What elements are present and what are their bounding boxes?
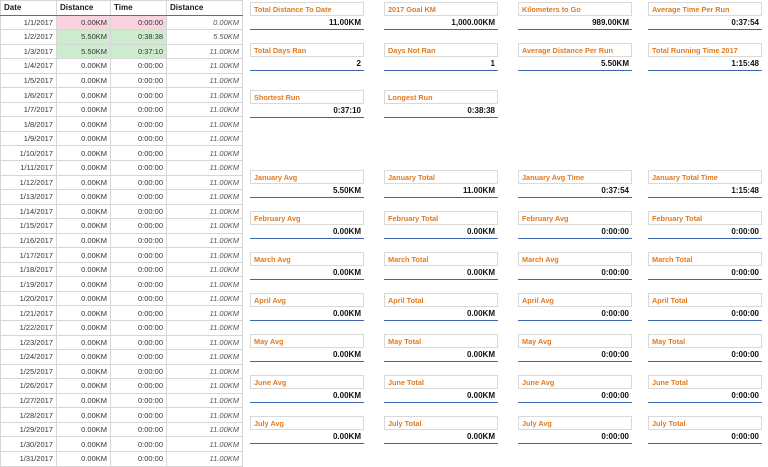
cell-distance[interactable]: 5.50KM [57,44,111,59]
stat-card-value[interactable]: 0:00:00 [648,430,762,444]
stat-card [648,43,762,71]
stat-card-value[interactable]: 0:00:00 [648,389,762,403]
cell-date[interactable]: 1/5/2017 [1,73,57,88]
cell-cumulative-distance[interactable]: 11.00KM [167,73,243,88]
cell-date[interactable]: 1/13/2017 [1,190,57,205]
cell-date[interactable]: 1/28/2017 [1,408,57,423]
cell-distance[interactable]: 0.00KM [57,321,111,336]
stat-card [384,90,498,118]
cell-time[interactable]: 0:37:10 [111,44,167,59]
stat-card [384,43,498,71]
stat-card-title[interactable]: June Avg [250,375,364,389]
cell-distance[interactable]: 0.00KM [57,277,111,292]
stat-card-title[interactable]: May Avg [518,334,632,348]
stat-card [648,211,762,239]
stat-card-title[interactable]: May Total [648,334,762,348]
cell-cumulative-distance[interactable]: 11.00KM [167,321,243,336]
table-row[interactable] [1,393,243,408]
stat-card [648,334,762,362]
stat-card [250,90,364,118]
cell-date[interactable]: 1/26/2017 [1,379,57,394]
stat-card-value[interactable]: 0.00KM [384,348,498,362]
table-row[interactable] [1,248,243,263]
table-row[interactable] [1,437,243,452]
cell-time[interactable]: 0:00:00 [111,219,167,234]
cell-date[interactable]: 1/14/2017 [1,204,57,219]
cell-distance[interactable]: 0.00KM [57,219,111,234]
stat-card-value[interactable]: 0.00KM [250,225,364,239]
cell-time[interactable]: 0:00:00 [111,15,167,30]
stat-card-title[interactable]: January Total [384,170,498,184]
stat-cards-region [250,0,768,444]
cell-date[interactable]: 1/4/2017 [1,59,57,74]
stat-card-title[interactable]: Average Time Per Run [648,2,762,16]
cell-date[interactable]: 1/21/2017 [1,306,57,321]
cell-time[interactable]: 0:00:00 [111,146,167,161]
cell-time[interactable]: 0:00:00 [111,161,167,176]
stat-card-title[interactable]: July Total [648,416,762,430]
table-row[interactable] [1,117,243,132]
table-row[interactable] [1,379,243,394]
cell-cumulative-distance[interactable]: 0.00KM [167,15,243,30]
cell-cumulative-distance[interactable]: 11.00KM [167,350,243,365]
stat-card [518,252,632,280]
cell-cumulative-distance[interactable]: 11.00KM [167,175,243,190]
table-body [1,15,243,466]
stat-card-value[interactable]: 0:00:00 [518,348,632,362]
cell-cumulative-distance[interactable]: 11.00KM [167,364,243,379]
stat-card-title[interactable]: May Avg [250,334,364,348]
cell-distance[interactable]: 0.00KM [57,306,111,321]
cell-time[interactable]: 0:00:00 [111,393,167,408]
cell-time[interactable]: 0:00:00 [111,306,167,321]
cell-cumulative-distance[interactable]: 11.00KM [167,131,243,146]
cell-date[interactable]: 1/16/2017 [1,233,57,248]
cell-distance[interactable]: 5.50KM [57,30,111,45]
stat-card-value[interactable]: 1 [384,57,498,71]
stat-card-title[interactable]: January Avg Time [518,170,632,184]
cell-time[interactable]: 0:00:00 [111,335,167,350]
table-row[interactable] [1,451,243,466]
stat-card-value[interactable]: 0:00:00 [648,225,762,239]
stat-card [250,293,364,321]
cell-date[interactable]: 1/12/2017 [1,175,57,190]
table-row[interactable] [1,102,243,117]
table-row[interactable] [1,364,243,379]
cell-date[interactable]: 1/18/2017 [1,262,57,277]
cell-time[interactable]: 0:00:00 [111,277,167,292]
cell-distance[interactable]: 0.00KM [57,204,111,219]
stat-card [518,170,632,198]
cell-time[interactable]: 0:00:00 [111,88,167,103]
table-row[interactable] [1,350,243,365]
cell-distance[interactable]: 0.00KM [57,73,111,88]
stat-card-title[interactable]: July Total [384,416,498,430]
cell-time[interactable]: 0:00:00 [111,364,167,379]
table-row[interactable] [1,219,243,234]
stat-card-title[interactable]: Total Distance To Date [250,2,364,16]
cell-date[interactable]: 1/19/2017 [1,277,57,292]
cell-date[interactable]: 1/20/2017 [1,291,57,306]
cell-time[interactable]: 0:00:00 [111,408,167,423]
stat-card-title[interactable]: March Total [648,252,762,266]
cell-time[interactable]: 0:00:00 [111,262,167,277]
cell-distance[interactable]: 0.00KM [57,379,111,394]
table-row[interactable] [1,175,243,190]
cell-cumulative-distance[interactable]: 11.00KM [167,233,243,248]
cell-distance[interactable]: 0.00KM [57,262,111,277]
cell-distance[interactable]: 0.00KM [57,161,111,176]
table-header-row [1,1,243,16]
cell-date[interactable]: 1/25/2017 [1,364,57,379]
cell-cumulative-distance[interactable]: 11.00KM [167,161,243,176]
cell-time[interactable]: 0:00:00 [111,437,167,452]
table-row[interactable] [1,306,243,321]
stat-card [250,252,364,280]
stat-card [648,252,762,280]
cell-cumulative-distance[interactable]: 11.00KM [167,190,243,205]
cell-date[interactable]: 1/17/2017 [1,248,57,263]
cell-distance[interactable]: 0.00KM [57,335,111,350]
cell-time[interactable]: 0:00:00 [111,59,167,74]
stat-card-value[interactable]: 1:15:48 [648,57,762,71]
cell-distance[interactable]: 0.00KM [57,102,111,117]
stat-card-value[interactable]: 0:00:00 [648,266,762,280]
stat-card-title[interactable]: July Avg [518,416,632,430]
stat-card [518,43,632,71]
table-row[interactable] [1,44,243,59]
cell-cumulative-distance[interactable]: 11.00KM [167,393,243,408]
stat-card-title[interactable]: June Avg [518,375,632,389]
cell-time[interactable]: 0:00:00 [111,350,167,365]
stat-card [518,334,632,362]
stat-card-value[interactable]: 0:37:10 [250,104,364,118]
stat-card [518,2,632,30]
cell-distance[interactable]: 0.00KM [57,364,111,379]
stat-card-title[interactable]: April Total [648,293,762,307]
running-log-table[interactable] [0,0,243,467]
cell-time[interactable]: 0:00:00 [111,73,167,88]
stat-card-title[interactable]: Days Not Ran [384,43,498,57]
cell-date[interactable]: 1/24/2017 [1,350,57,365]
stat-card-title[interactable]: June Total [384,375,498,389]
table-row[interactable] [1,30,243,45]
cell-cumulative-distance[interactable]: 11.00KM [167,117,243,132]
cell-time[interactable]: 0:00:00 [111,102,167,117]
column-header-cumulative-distance[interactable]: Distance [167,1,243,16]
table-row[interactable] [1,59,243,74]
cell-date[interactable]: 1/11/2017 [1,161,57,176]
table-row[interactable] [1,204,243,219]
stat-card [648,416,762,444]
stat-card-value[interactable]: 0.00KM [250,307,364,321]
stat-card-value[interactable]: 0.00KM [384,307,498,321]
stat-card [648,2,762,30]
stat-card [250,2,364,30]
stat-card-title[interactable]: May Total [384,334,498,348]
stat-card-value[interactable]: 11.00KM [250,16,364,30]
cell-time[interactable]: 0:00:00 [111,422,167,437]
table-row[interactable] [1,233,243,248]
stat-card-title[interactable]: Longest Run [384,90,498,104]
stat-card-title[interactable]: February Total [648,211,762,225]
stat-card-title[interactable]: Shortest Run [250,90,364,104]
table-row[interactable] [1,88,243,103]
cell-time[interactable]: 0:00:00 [111,321,167,336]
cell-time[interactable]: 0:00:00 [111,233,167,248]
cell-distance[interactable]: 0.00KM [57,15,111,30]
stat-card-value[interactable]: 5.50KM [518,57,632,71]
stat-card-title[interactable]: March Avg [250,252,364,266]
stat-card-value[interactable]: 11.00KM [384,184,498,198]
stat-card-title[interactable]: Total Running Time 2017 [648,43,762,57]
stat-card-value[interactable]: 2 [250,57,364,71]
stat-card-value[interactable]: 0:00:00 [518,389,632,403]
stat-card-value[interactable]: 0:38:38 [384,104,498,118]
stat-card [518,375,632,403]
cell-cumulative-distance[interactable]: 11.00KM [167,379,243,394]
stat-card-title[interactable]: July Avg [250,416,364,430]
stat-card-value[interactable]: 0.00KM [384,225,498,239]
cell-cumulative-distance[interactable]: 11.00KM [167,146,243,161]
cell-distance[interactable]: 0.00KM [57,59,111,74]
stat-card-value[interactable]: 0.00KM [384,389,498,403]
running-log-table-wrap [0,0,242,467]
stat-card-value[interactable]: 0:00:00 [518,225,632,239]
cell-cumulative-distance[interactable]: 11.00KM [167,277,243,292]
stat-card-value[interactable]: 0.00KM [250,430,364,444]
stat-card-value[interactable]: 0:37:54 [518,184,632,198]
stat-card [518,416,632,444]
stat-card-value[interactable]: 1:15:48 [648,184,762,198]
stat-card-title[interactable]: April Avg [250,293,364,307]
stat-card-title[interactable]: Kilometers to Go [518,2,632,16]
cell-cumulative-distance[interactable]: 11.00KM [167,44,243,59]
cell-distance[interactable]: 0.00KM [57,233,111,248]
table-row[interactable] [1,277,243,292]
cell-distance[interactable]: 0.00KM [57,408,111,423]
column-header-time[interactable]: Time [111,1,167,16]
table-row[interactable] [1,262,243,277]
table-row[interactable] [1,408,243,423]
cell-distance[interactable]: 0.00KM [57,393,111,408]
stat-card-title[interactable]: April Avg [518,293,632,307]
cell-cumulative-distance[interactable]: 11.00KM [167,59,243,74]
stat-card-title[interactable]: Total Days Ran [250,43,364,57]
stat-card [384,416,498,444]
stat-card-title[interactable]: February Avg [518,211,632,225]
cell-date[interactable]: 1/1/2017 [1,15,57,30]
stat-card [384,334,498,362]
cell-date[interactable]: 1/10/2017 [1,146,57,161]
cell-cumulative-distance[interactable]: 11.00KM [167,422,243,437]
stat-card [384,375,498,403]
cell-distance[interactable]: 0.00KM [57,291,111,306]
stat-card-value[interactable]: 0.00KM [384,430,498,444]
stat-card-title[interactable]: 2017 Goal KM [384,2,498,16]
cell-time[interactable]: 0:38:38 [111,30,167,45]
cell-cumulative-distance[interactable]: 11.00KM [167,451,243,466]
cell-cumulative-distance[interactable]: 11.00KM [167,102,243,117]
cell-distance[interactable]: 0.00KM [57,422,111,437]
cell-distance[interactable]: 0.00KM [57,437,111,452]
cell-date[interactable]: 1/8/2017 [1,117,57,132]
stat-card-value[interactable]: 0:00:00 [518,266,632,280]
stat-card-value[interactable]: 0.00KM [250,348,364,362]
stat-card-title[interactable]: April Total [384,293,498,307]
cell-time[interactable]: 0:00:00 [111,379,167,394]
cell-time[interactable]: 0:00:00 [111,131,167,146]
stat-card [384,2,498,30]
table-row[interactable] [1,335,243,350]
cell-distance[interactable]: 0.00KM [57,146,111,161]
stat-card [250,416,364,444]
cell-cumulative-distance[interactable]: 11.00KM [167,88,243,103]
cell-cumulative-distance[interactable]: 11.00KM [167,306,243,321]
cell-distance[interactable]: 0.00KM [57,117,111,132]
stat-card-title[interactable]: February Total [384,211,498,225]
table-row[interactable] [1,146,243,161]
cell-date[interactable]: 1/9/2017 [1,131,57,146]
cell-date[interactable]: 1/7/2017 [1,102,57,117]
cell-date[interactable]: 1/27/2017 [1,393,57,408]
stat-card-value[interactable]: 0.00KM [250,266,364,280]
table-row[interactable] [1,291,243,306]
stat-card-title[interactable]: March Total [384,252,498,266]
stat-card-title[interactable]: June Total [648,375,762,389]
cell-cumulative-distance[interactable]: 11.00KM [167,219,243,234]
cell-time[interactable]: 0:00:00 [111,291,167,306]
stat-card-title[interactable]: February Avg [250,211,364,225]
cell-distance[interactable]: 0.00KM [57,131,111,146]
stat-card [250,375,364,403]
stat-card-value[interactable]: 0:00:00 [518,430,632,444]
stat-card [250,43,364,71]
cell-date[interactable]: 1/31/2017 [1,451,57,466]
table-row[interactable] [1,321,243,336]
table-row[interactable] [1,131,243,146]
cell-cumulative-distance[interactable]: 11.00KM [167,262,243,277]
stat-card [250,170,364,198]
stat-card [250,334,364,362]
stat-card-value[interactable]: 0:00:00 [518,307,632,321]
table-row[interactable] [1,15,243,30]
cell-date[interactable]: 1/15/2017 [1,219,57,234]
stat-card-value[interactable]: 0:00:00 [648,307,762,321]
stat-card [384,211,498,239]
cell-date[interactable]: 1/22/2017 [1,321,57,336]
table-row[interactable] [1,73,243,88]
table-row[interactable] [1,190,243,205]
cell-time[interactable]: 0:00:00 [111,451,167,466]
cell-distance[interactable]: 0.00KM [57,190,111,205]
cell-time[interactable]: 0:00:00 [111,204,167,219]
cell-time[interactable]: 0:00:00 [111,117,167,132]
cell-cumulative-distance[interactable]: 11.00KM [167,204,243,219]
cell-distance[interactable]: 0.00KM [57,451,111,466]
stat-card [518,211,632,239]
cell-cumulative-distance[interactable]: 11.00KM [167,335,243,350]
column-header-distance[interactable]: Distance [57,1,111,16]
stat-card-value[interactable]: 989.00KM [518,16,632,30]
cell-date[interactable]: 1/29/2017 [1,422,57,437]
stat-card [384,293,498,321]
stat-card [648,170,762,198]
stat-card [648,375,762,403]
stat-card-value[interactable]: 1,000.00KM [384,16,498,30]
stat-card-value[interactable]: 0.00KM [384,266,498,280]
stat-card-title[interactable]: March Avg [518,252,632,266]
cell-cumulative-distance[interactable]: 11.00KM [167,291,243,306]
cell-cumulative-distance[interactable]: 11.00KM [167,437,243,452]
cell-date[interactable]: 1/2/2017 [1,30,57,45]
cell-distance[interactable]: 0.00KM [57,88,111,103]
stat-card [384,170,498,198]
column-header-date[interactable]: Date [1,1,57,16]
stat-card [648,293,762,321]
cell-time[interactable]: 0:00:00 [111,190,167,205]
cell-cumulative-distance[interactable]: 11.00KM [167,408,243,423]
cell-distance[interactable]: 0.00KM [57,175,111,190]
cell-date[interactable]: 1/6/2017 [1,88,57,103]
cell-date[interactable]: 1/3/2017 [1,44,57,59]
stat-card-title[interactable]: January Avg [250,170,364,184]
cell-date[interactable]: 1/23/2017 [1,335,57,350]
stat-card [518,293,632,321]
cell-cumulative-distance[interactable]: 11.00KM [167,248,243,263]
stat-card [250,211,364,239]
cell-distance[interactable]: 0.00KM [57,248,111,263]
stat-card-value[interactable]: 0.00KM [250,389,364,403]
table-row[interactable] [1,161,243,176]
stat-card-value[interactable]: 5.50KM [250,184,364,198]
cell-time[interactable]: 0:00:00 [111,175,167,190]
stat-card-value[interactable]: 0:00:00 [648,348,762,362]
table-row[interactable] [1,422,243,437]
stat-card-title[interactable]: January Total Time [648,170,762,184]
stat-card [384,252,498,280]
stat-card-value[interactable]: 0:37:54 [648,16,762,30]
cell-distance[interactable]: 0.00KM [57,350,111,365]
cell-cumulative-distance[interactable]: 5.50KM [167,30,243,45]
cell-date[interactable]: 1/30/2017 [1,437,57,452]
cell-time[interactable]: 0:00:00 [111,248,167,263]
stat-card-title[interactable]: Average Distance Per Run [518,43,632,57]
